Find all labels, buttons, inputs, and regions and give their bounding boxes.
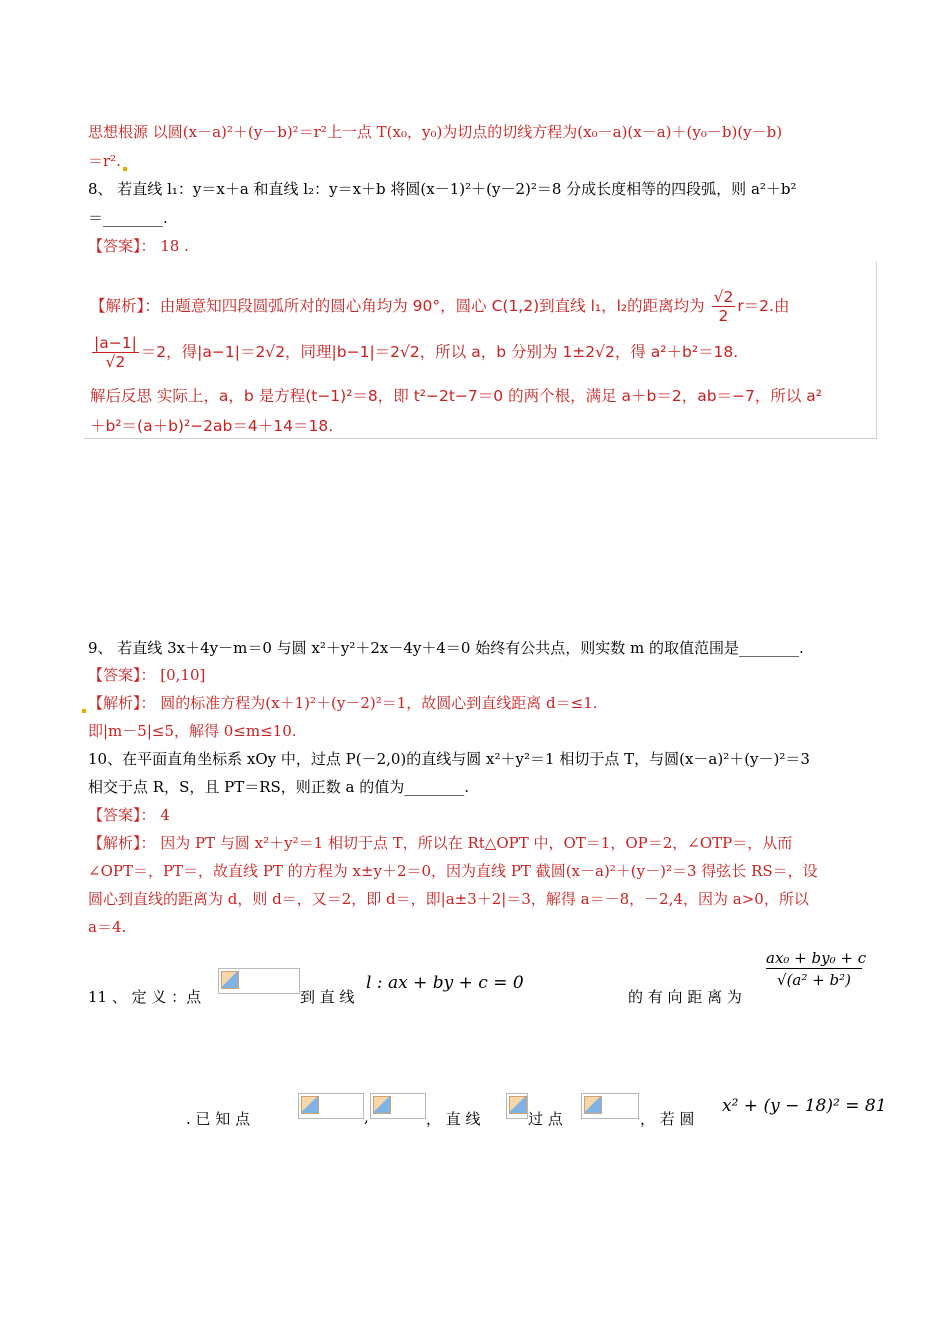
answer-10: 【答案】： 4 — [88, 806, 170, 824]
answer-8: 【答案】： 18 . — [88, 237, 189, 255]
question-11-definition: 11 、 定 义 ：点 — [88, 988, 202, 1006]
question-10-line-1: 10、在平面直角坐标系 xOy 中，过点 P(－2,0)的直线与圆 x²＋y²＝1 相切于点 T，与圆(x－a)²＋(y－)²＝3 — [88, 750, 810, 768]
question-11-line: ， 直 线 — [426, 1110, 481, 1128]
marker-icon — [82, 709, 86, 713]
question-11-circle: ， 若 圆 — [640, 1110, 695, 1128]
explanation-10-line-4: a＝4. — [88, 918, 127, 936]
circle-equation: x² + (y − 18)² = 81 — [722, 1096, 887, 1116]
explanation-10-line-3: 圆心到直线的距离为 d，则 d＝，又＝2，即 d＝，即|a±3＋2|＝3，解得 a＝－8，－2,4，因为 a>0，所以 — [88, 890, 809, 908]
missing-image-point-c — [581, 1093, 639, 1119]
broken-image-icon — [584, 1096, 602, 1114]
reflection-line: 思想根源 以圆(x－a)²＋(y－b)²＝r²上一点 T(x₀，y₀)为切点的切线方程为(x₀－a)(x－a)＋(y₀－b)(y－b) — [88, 123, 783, 141]
missing-image-line — [506, 1093, 528, 1119]
fraction-sqrt2-over-2: $\frac{√2}{2}$ — [713, 288, 734, 325]
question-11-given-points: . 已 知 点 — [186, 1110, 251, 1128]
answer-9: 【答案】： [0,10] — [88, 666, 206, 684]
missing-image-point-b — [370, 1093, 426, 1119]
explanation-8-line-4: ＋b²＝(a＋b)²−2ab＝4＋14＝18. — [90, 417, 334, 435]
explanation-9-line-1: 【解析】： 圆的标准方程为(x＋1)²＋(y－2)²＝1，故圆心到直线距离 d＝≤1. — [88, 693, 598, 713]
explanation-10-line-1: 【解析】： 因为 PT 与圆 x²＋y²＝1 相切于点 T，所以在 Rt△OPT 中，OT＝1，OP＝2，∠OTP＝，从而 — [88, 834, 793, 852]
question-9: 9、 若直线 3x＋4y－m＝0 与圆 x²＋y²＋2x－4y＋4＝0 始终有公共点，则实数 m 的取值范围是________. — [88, 639, 804, 657]
missing-image-point — [218, 968, 300, 994]
broken-image-icon — [221, 971, 239, 989]
broken-image-icon — [509, 1096, 527, 1114]
distance-formula — [766, 948, 867, 991]
comma: , — [364, 1108, 369, 1126]
explanation-8-line-2: $\frac{|a-1|}{√2}$ ＝2，得|a−1|＝2√2，同理|b−1|＝2√2，所以 a，b 分别为 1±2√2，得 a²＋b²＝18. — [94, 334, 739, 371]
reflection-line-end: ＝r². — [88, 151, 127, 171]
question-8: 8、 若直线 l₁：y＝x＋a 和直线 l₂：y＝x＋b 将圆(x－1)²＋(y－2)²＝8 分成长度相等的四段弧，则 a²＋b² — [88, 180, 797, 198]
explanation-10-line-2: ∠OPT＝，PT＝，故直线 PT 的方程为 x±y＋2＝0，因为直线 PT 截圆(x－a)²＋(y－)²＝3 得弦长 RS＝，设 — [88, 862, 818, 880]
question-11-directed-distance: 的 有 向 距 离 为 — [628, 988, 742, 1006]
fraction-abs-over-sqrt2: $\frac{|a-1|}{√2}$ — [94, 334, 137, 371]
question-11-passes-through: 过 点 — [528, 1110, 563, 1128]
explanation-8-box — [84, 262, 877, 439]
question-10-line-2: 相交于点 R，S，且 PT＝RS，则正数 a 的值为________. — [88, 778, 470, 796]
explanation-8-line-1: 【解析】：由题意知四段圆弧所对的圆心角均为 90°，圆心 C(1,2)到直线 l₁，l₂的距离均为 $\frac{√2}{2}$ r＝2.由 — [90, 288, 790, 325]
question-11-to-line: 到 直 线 — [300, 988, 355, 1006]
distance-denominator: √(a² + b²) — [777, 971, 851, 989]
marker-icon — [123, 167, 127, 171]
explanation-9-line-2: 即|m－5|≤5，解得 0≤m≤10. — [88, 722, 297, 740]
broken-image-icon — [301, 1096, 319, 1114]
line-equation: l : ax + by + c = 0 — [366, 973, 524, 993]
question-8-blank: ＝________. — [88, 209, 168, 227]
distance-numerator: ax₀ + by₀ + c — [766, 949, 867, 967]
explanation-8-line-3: 解后反思 实际上，a，b 是方程(t−1)²＝8，即 t²−2t−7＝0 的两个根，满足 a＋b＝2，ab＝−7，所以 a² — [90, 387, 823, 405]
missing-image-point-a — [298, 1093, 364, 1119]
broken-image-icon — [373, 1096, 391, 1114]
